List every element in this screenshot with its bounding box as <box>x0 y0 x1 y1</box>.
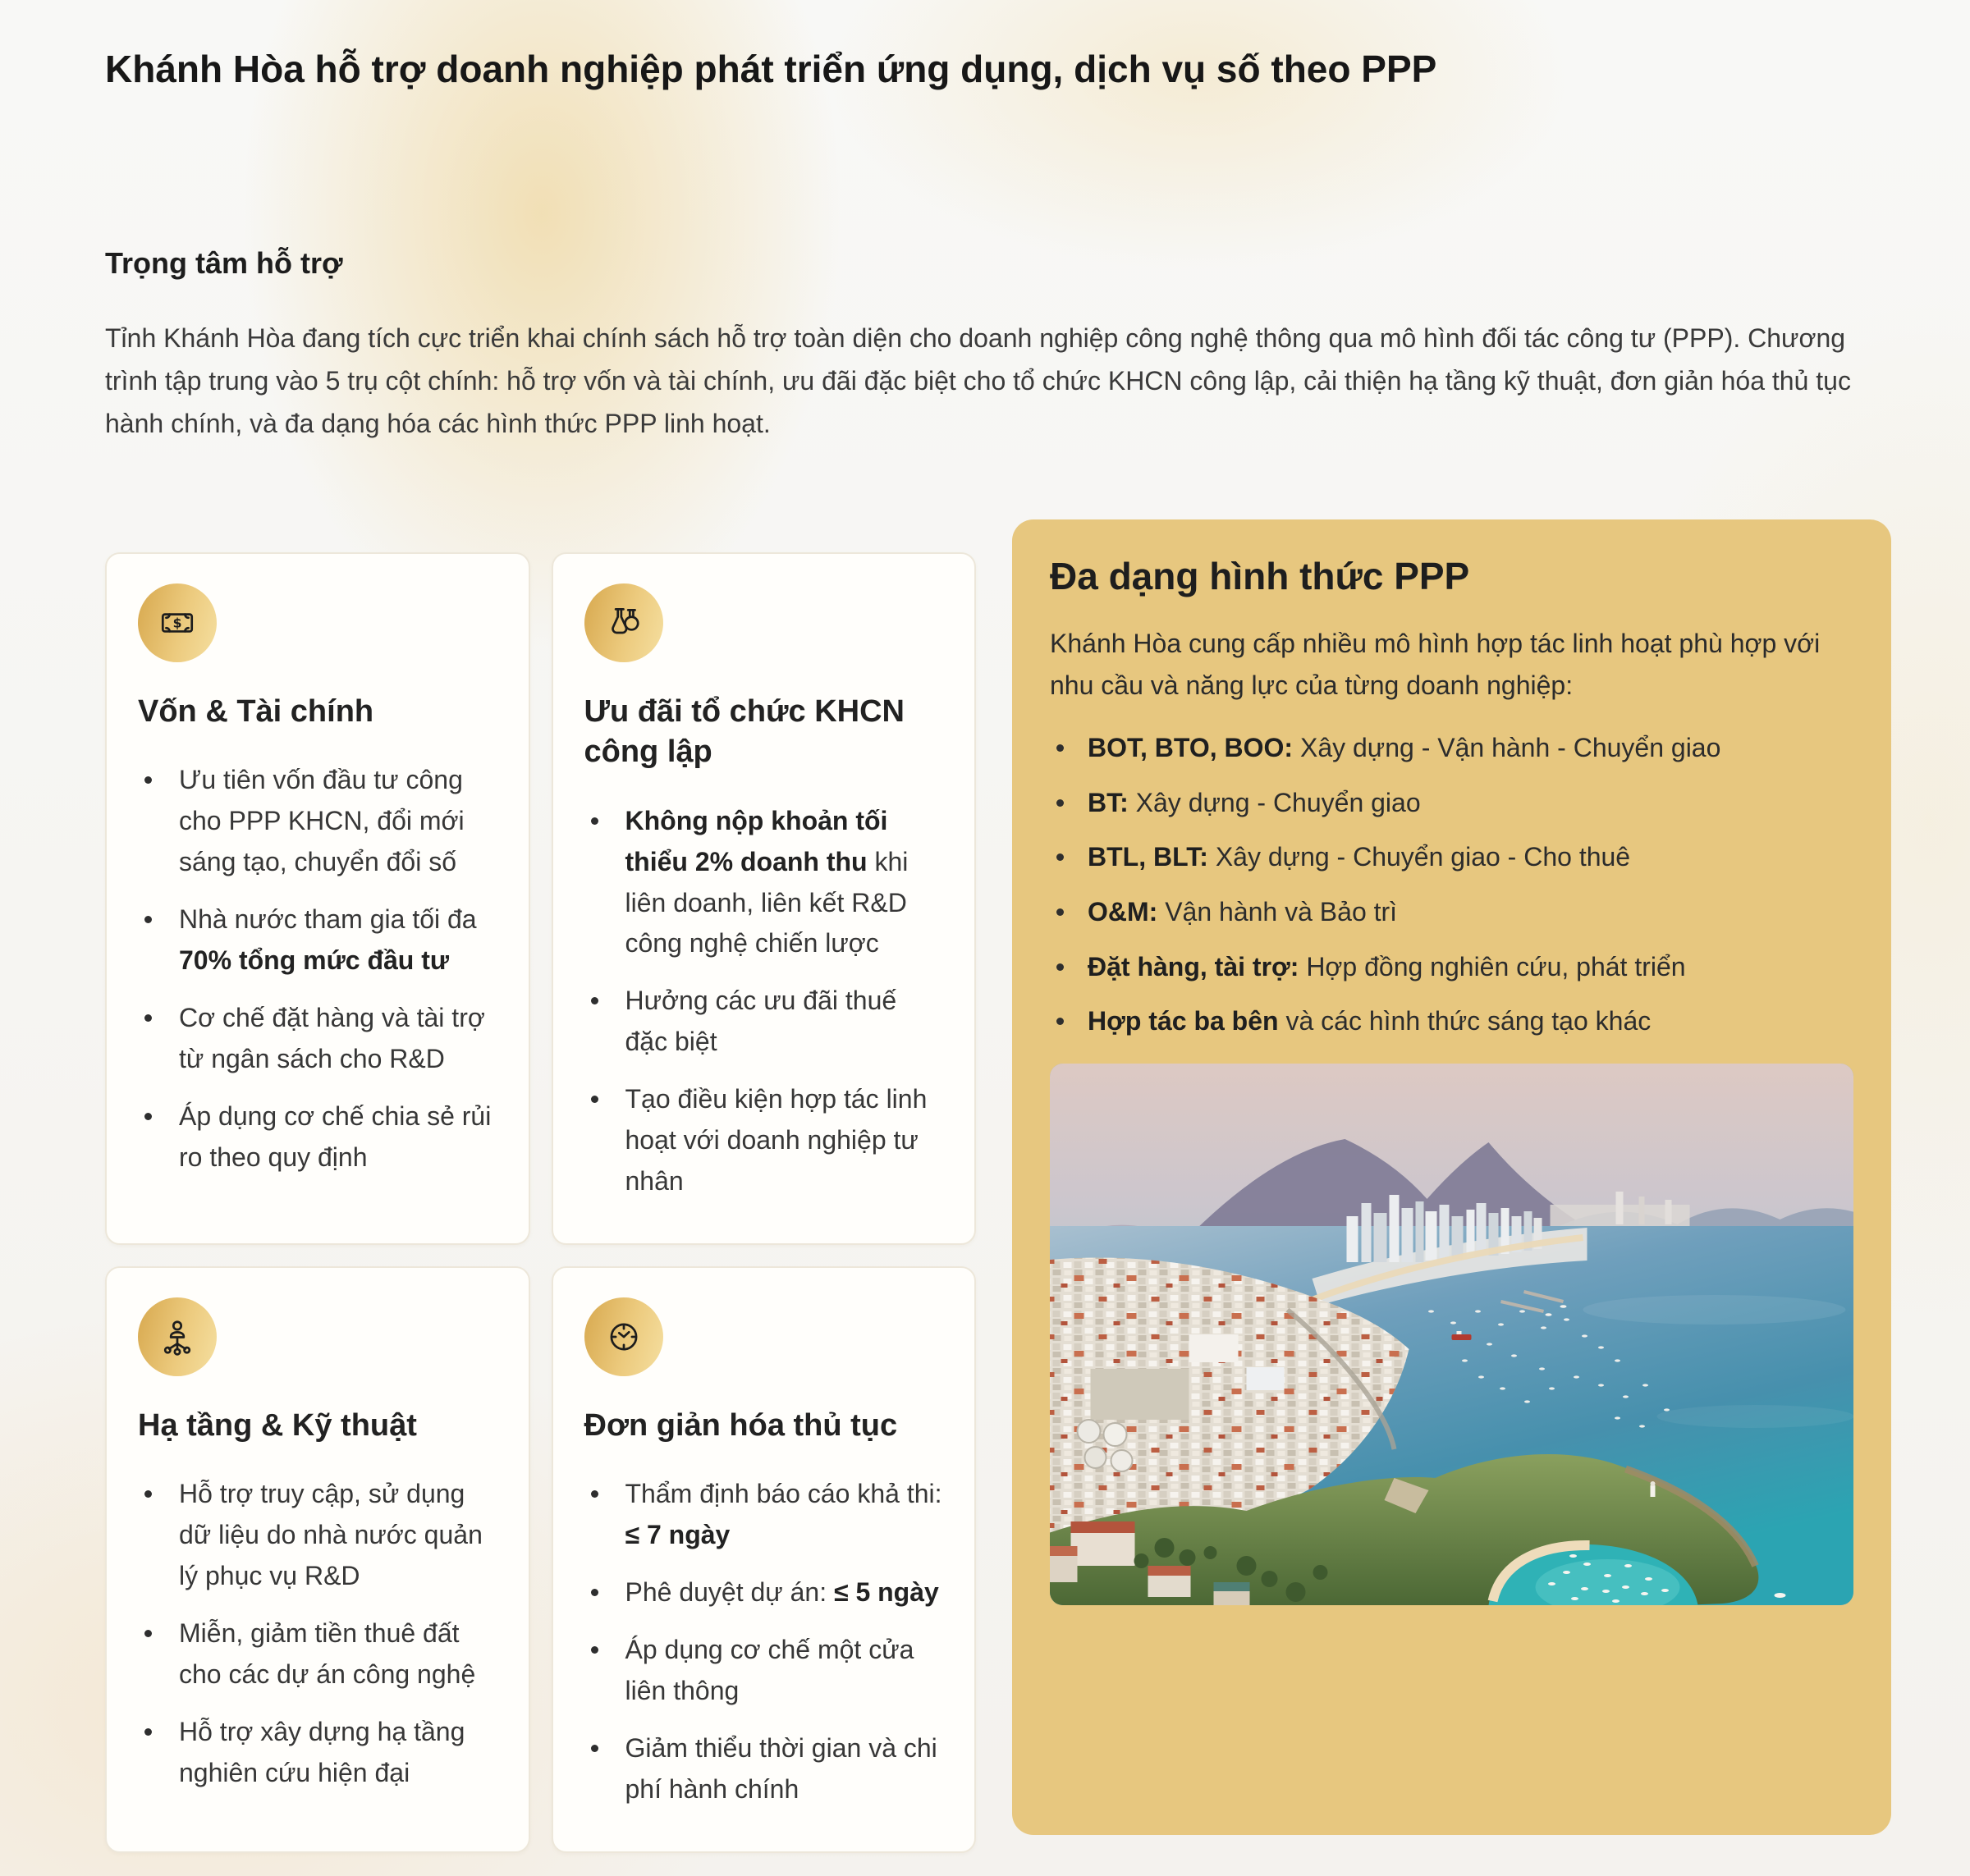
banknote-icon <box>157 602 198 643</box>
bullet-item: BOT, BTO, BOO: Xây dựng - Vận hành - Chuyển giao <box>1050 728 1853 769</box>
bullet-item: Hợp tác ba bên và các hình thức sáng tạo khác <box>1050 1001 1853 1042</box>
card-don-gian-hoa-thu-tuc <box>552 1266 977 1853</box>
intro-paragraph: Tỉnh Khánh Hòa đang tích cực triển khai chính sách hỗ trợ toàn diện cho doanh nghiệp công nghệ thông qua mô hình đối tác công tư (PPP). Chương trình tập trung vào 5 trụ cột chính: hỗ trợ vốn và tài chính, ưu đãi đặc biệt cho tổ chức KHCN công lập, cải thiện hạ tầng kỹ thuật, đơn giản hóa thủ tục hành chính, và đa dạng hóa các hình thức PPP linh hoạt. <box>105 323 1851 439</box>
bullet-list <box>138 1474 497 1793</box>
bullet-item: Hỗ trợ xây dựng hạ tầng nghiên cứu hiện đại <box>138 1712 497 1794</box>
bullet-item: Áp dụng cơ chế chia sẻ rủi ro theo quy định <box>138 1096 497 1178</box>
card-icon-circle <box>584 583 663 662</box>
bullet-list <box>584 1474 944 1810</box>
ppp-panel <box>1012 519 1891 1835</box>
clock-icon <box>603 1316 644 1357</box>
bullet-item: Giảm thiểu thời gian và chi phí hành chính <box>584 1728 944 1810</box>
card-title: Vốn & Tài chính <box>138 693 374 729</box>
support-cards-grid <box>105 519 976 1853</box>
card-icon-circle <box>138 583 217 662</box>
card-icon-circle <box>584 1297 663 1376</box>
page-title: Khánh Hòa hỗ trợ doanh nghiệp phát triển ứng dụng, dịch vụ số theo PPP <box>105 48 1437 90</box>
bullet-item: Thẩm định báo cáo khả thi: ≤ 7 ngày <box>584 1474 944 1556</box>
panel-heading: Đa dạng hình thức PPP <box>1050 554 1470 597</box>
flasks-icon <box>603 602 644 643</box>
bullet-item: Miễn, giảm tiền thuê đất cho các dự án công nghệ <box>138 1613 497 1695</box>
main-content <box>105 519 1891 1853</box>
card-von-tai-chinh <box>105 552 530 1245</box>
bullet-item: Hưởng các ưu đãi thuế đặc biệt <box>584 981 944 1063</box>
bullet-item: Phê duyệt dự án: ≤ 5 ngày <box>584 1572 944 1613</box>
bullet-item: Đặt hàng, tài trợ: Hợp đồng nghiên cứu, phát triển <box>1050 947 1853 988</box>
card-title: Ưu đãi tổ chức KHCN công lập <box>584 693 905 770</box>
org-network-icon <box>157 1316 198 1357</box>
bullet-list <box>138 760 497 1178</box>
bullet-item: Tạo điều kiện hợp tác linh hoạt với doanh nghiệp tư nhân <box>584 1079 944 1202</box>
coastal-city-photo <box>1050 1064 1853 1605</box>
bullet-item: BTL, BLT: Xây dựng - Chuyển giao - Cho thuê <box>1050 837 1853 878</box>
svg-text:$: $ <box>172 615 182 631</box>
bullet-item: O&M: Vận hành và Bảo trì <box>1050 892 1853 933</box>
coastal-city-illustration <box>1050 1064 1853 1605</box>
bullet-item: Không nộp khoản tối thiểu 2% doanh thu khi liên doanh, liên kết R&D công nghệ chiến lược <box>584 801 944 965</box>
bullet-item: Cơ chế đặt hàng và tài trợ từ ngân sách cho R&D <box>138 998 497 1080</box>
card-title: Hạ tầng & Kỹ thuật <box>138 1407 417 1443</box>
bullet-item: Ưu tiên vốn đầu tư công cho PPP KHCN, đổi mới sáng tạo, chuyển đổi số <box>138 760 497 883</box>
card-uu-dai-khcn <box>552 552 977 1245</box>
card-ha-tang-ky-thuat <box>105 1266 530 1853</box>
bullet-item: Hỗ trợ truy cập, sử dụng dữ liệu do nhà nước quản lý phục vụ R&D <box>138 1474 497 1597</box>
panel-bullet-list <box>1050 728 1853 1042</box>
panel-intro: Khánh Hòa cung cấp nhiều mô hình hợp tác linh hoạt phù hợp với nhu cầu và năng lực của từng doanh nghiệp: <box>1050 628 1821 701</box>
section-heading: Trọng tâm hỗ trợ <box>105 245 343 280</box>
bullet-item: Nhà nước tham gia tối đa 70% tổng mức đầu tư <box>138 899 497 981</box>
card-title: Đơn giản hóa thủ tục <box>584 1407 898 1443</box>
bullet-item: BT: Xây dựng - Chuyển giao <box>1050 783 1853 824</box>
card-icon-circle <box>138 1297 217 1376</box>
bullet-item: Áp dụng cơ chế một cửa liên thông <box>584 1630 944 1712</box>
bullet-list <box>584 801 944 1202</box>
